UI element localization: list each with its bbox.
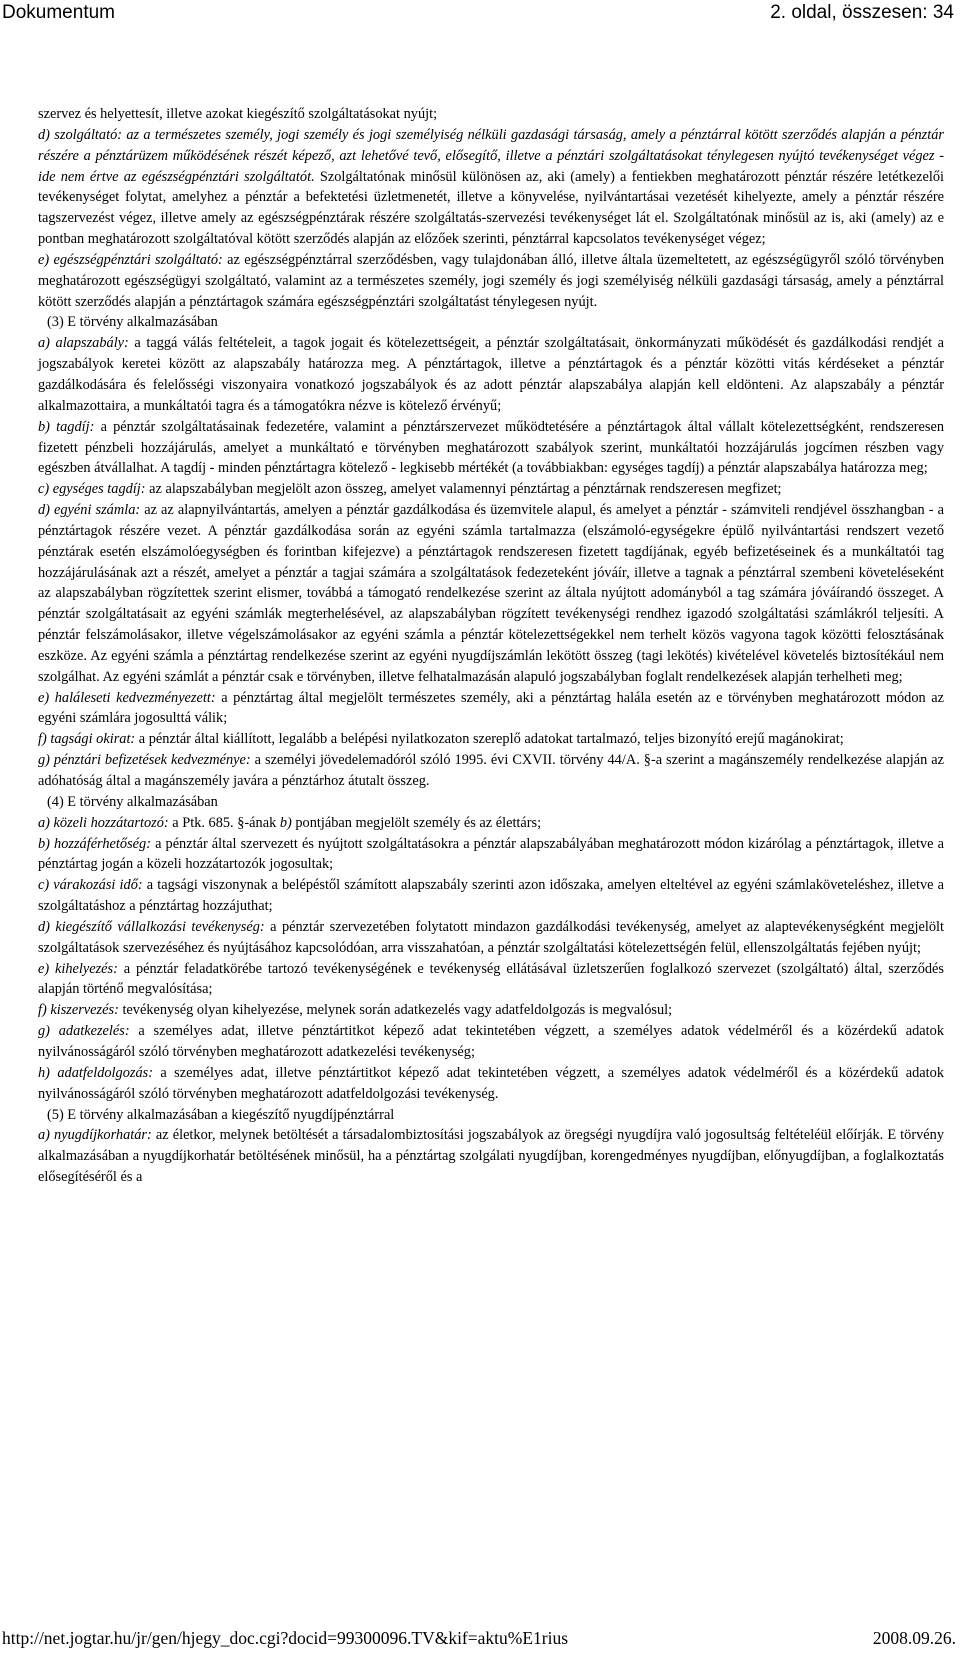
definition-paragraph [38, 875, 944, 917]
section-heading: (5) E törvény alkalmazásában a kiegészítő nyugdíjpénztárral [47, 1106, 395, 1123]
definition-text: az életkor, melynek betöltését a társadalombiztosítási jogszabályok az öregségi nyugdíjra való jogosultság feltételéül előírják. E törvény alkalmazásában a nyugdíjkorhatár betöltésének minősül, ha a pénztártag szolgálati nyugdíjban, korengedményes nyugdíjban, előnyugdíjban, a foglalkoztatás elősegítéséről és a [38, 1127, 944, 1186]
defined-term: f) kiszervezés: [38, 1002, 119, 1019]
definition-text: a pénztártag által megjelölt természetes személy, aki a pénztártag halála esetén az e törvényben meghatározott módon az egyéni számlára jogosulttá válik; [38, 689, 944, 727]
defined-term: b) hozzáférhetőség: [38, 835, 151, 852]
definition-paragraph [38, 959, 944, 1001]
definition-text: az az alapnyilvántartás, amelyen a pénztár gazdálkodása és üzemvitele alapul, és amelyet a pénztár - számviteli rendjével összhangban - a pénztártagok részére vezet. A pénztár gazdálkodása során az egyéni számla tartalmazza (elszámoló-egységekre épülő nyilvántartási rendszert vezető pénztárak esetén elszámolóegységben és forintban kifejezve) a pénztártagok rendszeresen fizetett tagdíjának, egyéb befizetéseinek és a munkáltatói tag hozzájárulásának azt a részét, amelyet a pénztár a tagjai számára a szolgáltatások fedezeteként jóváír, illetve a tagnak a pénztárral szembeni követeléseként az alapszabályban rögzítettek szerint elismer, továbbá a támogató rendelkezése szerint az általa nyújtott adományból a tag számára jóváírandó összeget. A pénztár szolgáltatásait az egyéni számlák megterhelésével, az alapszabályban rögzített tevékenységi rendhez igazodó szolgáltatási számlákról teljesíti. A pénztár felszámolásakor, illetve végelszámolásakor az egyéni számla a pénztár kötelezettségekkel nem terhelt közös vagyona tagok közötti felosztásának eszköze. Az egyéni számla a pénztártag rendelkezése szerint az egyéni nyugdíjszámlán lekötött összeg (tagi lekötés) kivételével követelés biztosítékául nem szolgálhat. Az egyéni számlát a pénztár csak e törvényben, illetve felhatalmazásán alapuló jogszabályban foglalt rendelkezések alapján terhelheti meg; [38, 502, 944, 685]
defined-term: a) nyugdíjkorhatár: [38, 1127, 152, 1144]
definition-paragraph [38, 250, 944, 313]
defined-term: g) adatkezelés: [38, 1023, 130, 1040]
print-date: 2008.09.26. [872, 1628, 956, 1648]
definition-text: a Ptk. 685. §-ának [168, 814, 280, 831]
defined-term: e) haláleseti kedvezményezett: [38, 689, 216, 706]
source-url: http://net.jogtar.hu/jr/gen/hjegy_doc.cgi?docid=99300096.TV&kif=aktu%E1rius [2, 1628, 569, 1648]
definition-paragraph [38, 500, 944, 688]
defined-term: a) közeli hozzátartozó: [38, 814, 169, 831]
definition-text: Szolgáltatónak minősül különösen az, aki (amely) a fentiekben meghatározott pénztár részére letétkezelői tevékenységet folytat, amelyhez a pénztár a befektetési üzletmenetét, illetve a könyvelése, nyilvántartásai vezetését kihelyezte, amely a pénztár részére tagszervezést végez, illetve amely az egészségpénztárak részére szolgáltatás-szervezési tevékenységet lát el. Szolgáltatónak minősül az is, aki (amely) az e pontban meghatározott szolgáltatóval kötött szerződés alapján az előzőek szerinti, pénztárral kapcsolatos tevékenységet végez; [38, 168, 944, 248]
defined-term: f) tagsági okirat: [38, 731, 136, 748]
definition-paragraph [38, 333, 944, 416]
definition-paragraph [38, 125, 944, 250]
definition-paragraph [38, 1000, 944, 1021]
document-title: Dokumentum [2, 2, 115, 23]
definition-text: a pénztár által kiállított, legalább a belépési nyilatkozaton szereplő adatokat tartalmazó, teljes bizonyító erejű magánokirat; [135, 731, 844, 748]
defined-term: c) várakozási idő: [38, 877, 143, 894]
definition-text: a pénztár által szervezett és nyújtott szolgáltatásokra a pénztár alapszabályában meghatározott módon kizárólag a pénztártagok, illetve a pénztártag jogán a közeli hozzátartozók jogosultak; [38, 835, 944, 873]
defined-term: b) tagdíj: [38, 418, 95, 435]
definition-paragraph [38, 729, 944, 750]
definition-paragraph [38, 479, 944, 500]
definition-paragraph [38, 417, 944, 480]
defined-term: b) [279, 814, 292, 831]
defined-term: h) adatfeldolgozás: [38, 1064, 153, 1081]
definition-paragraph [38, 1063, 944, 1105]
page-header [0, 0, 960, 30]
definition-text: a személyi jövedelemadóról szóló 1995. évi CXVII. törvény 44/A. §-a szerint a magánszemély rendelkezése alapján az adóhatóság által a magánszemély javára a pénztárhoz átutalt összeg. [38, 752, 944, 789]
definition-text: szervez és helyettesít, illetve azokat kiegészítő szolgáltatásokat nyújt; [38, 106, 438, 122]
page-counter: 2. oldal, összesen: 34 [770, 2, 954, 23]
definition-paragraph [38, 813, 944, 834]
definition-paragraph [38, 834, 944, 876]
definition-text: pontjában megjelölt személy és az élettárs; [291, 814, 542, 831]
definition-text: a taggá válás feltételeit, a tagok jogait és kötelezettségeit, a pénztár szolgáltatásait, önkormányzati működését és gazdálkodási rendjét a jogszabályok keretei között az alapszabály határozza meg. A pénztártagok, illetve a pénztártagok és a pénztár közötti vitás kérdéseket a pénztár gazdálkodására és felelősségi viszonyaira vonatkozó jogszabályok és az adott pénztár alapszabálya alapján kell eldönteni. Az alapszabály a pénztár alkalmazottaira, a munkáltatói tagra és a támogatókra nézve is kötelező érvényű; [38, 335, 945, 414]
definition-text: a személyes adat, illetve pénztártitkot képező adat tekintetében végzett, a személyes adatok védelméről és a közérdekű adatok nyilvánosságáról szóló törvényben meghatározott adatfeldolgozási tevékenység. [38, 1064, 944, 1102]
definition-paragraph [38, 104, 944, 125]
section-heading: (3) E törvény alkalmazásában [47, 314, 218, 331]
document-body [38, 104, 944, 1188]
definition-text: az alapszabályban megjelölt azon összeg, amelyet valamennyi pénztártag a pénztárnak rendszeresen megfizet; [145, 481, 782, 498]
definition-paragraph [38, 688, 944, 730]
definition-text: a pénztár szolgáltatásainak fedezetére, valamint a pénztárszervezet működtetésére a pénztártagok által vállalt kötelezettségként, rendszeresen fizetett pénzbeli hozzájárulás, amelyet a munkáltató e törvényben meghatározott szabályok szerint, munkáltatói hozzájárulás jogcímen részben vagy egészben átvállalhat. A tagdíj - minden pénztártagra kötelező - legkisebb mértékét (a továbbiakban: egységes tagdíj) a pénztár alapszabálya határozza meg; [38, 418, 944, 477]
defined-term: a) alapszabály: [38, 335, 129, 352]
defined-term: e) kihelyezés: [38, 960, 118, 977]
page-footer [0, 1624, 960, 1654]
defined-term: d) kiegészítő vállalkozási tevékenység: [38, 918, 265, 935]
definition-text: a tagsági viszonynak a belépéstől számított alapszabály szerinti azon időszaka, amelyen elteltével az egyéni számlaköveteléshez, illetve a szolgáltatáshoz a pénztártag hozzájuthat; [38, 877, 944, 915]
definition-text: a pénztár szervezetében folytatott mindazon gazdálkodási tevékenység, amelyet az alaptevékenységként megjelölt szolgáltatások szervezéséhez és nyújtásához kapcsolódóan, arra visszahatóan, a pénztár szolgáltatási kötelezettségén felül, ellenszolgáltatás fejében nyújt; [38, 918, 944, 956]
definition-paragraph [38, 917, 944, 959]
section-heading: (4) E törvény alkalmazásában [47, 793, 218, 810]
defined-term: d) egyéni számla: [38, 502, 141, 519]
definition-text: a pénztár feladatkörébe tartozó tevékenységének e tevékenység ellátásával üzletszerűen foglalkozó szervezet (szolgáltató) által, szerződés alapján történő megvalósítása; [38, 960, 944, 998]
defined-term: d) szolgáltató: az a természetes személy, jogi személy és jogi személyiség nélküli gazdasági társaság, amely a pénztárral kötött szerződés alapján a pénztár részére a pénztárüzem működésének részét képező, azt lehetővé tevő, elősegítő, illetve a pénztári szolgáltatásokat ténylegesen nyújtó tevékenységet végez - ide nem értve az egészségpénztári szolgáltatót. [38, 126, 944, 185]
definition-text: a személyes adat, illetve pénztártitkot képező adat tekintetében végzett, a személyes adatok védelméről és a közérdekű adatok nyilvánosságáról szóló törvényben meghatározott adatkezelési tevékenység; [38, 1023, 944, 1060]
defined-term: c) egységes tagdíj: [38, 481, 146, 498]
definition-text: tevékenység olyan kihelyezése, melynek során adatkezelés vagy adatfeldolgozás is megvalósul; [118, 1002, 673, 1019]
defined-term: g) pénztári befizetések kedvezménye: [38, 752, 251, 769]
definition-paragraph [38, 1021, 944, 1063]
definition-paragraph [38, 1125, 944, 1188]
definition-paragraph [38, 750, 944, 792]
definition-text: az egészségpénztárral szerződésben, vagy tulajdonában álló, illetve általa üzemeltetett, az egészségügyről szóló törvényben meghatározott egészségügyi szolgáltató, valamint az a természetes személy, jogi személy és jogi személyiség nélküli gazdasági társaság, amely a pénztárral kötött szerződés alapján a pénztártagok számára egészségpénztári szolgáltatást ténylegesen nyújt. [38, 251, 944, 310]
defined-term: e) egészségpénztári szolgáltató: [38, 251, 223, 268]
